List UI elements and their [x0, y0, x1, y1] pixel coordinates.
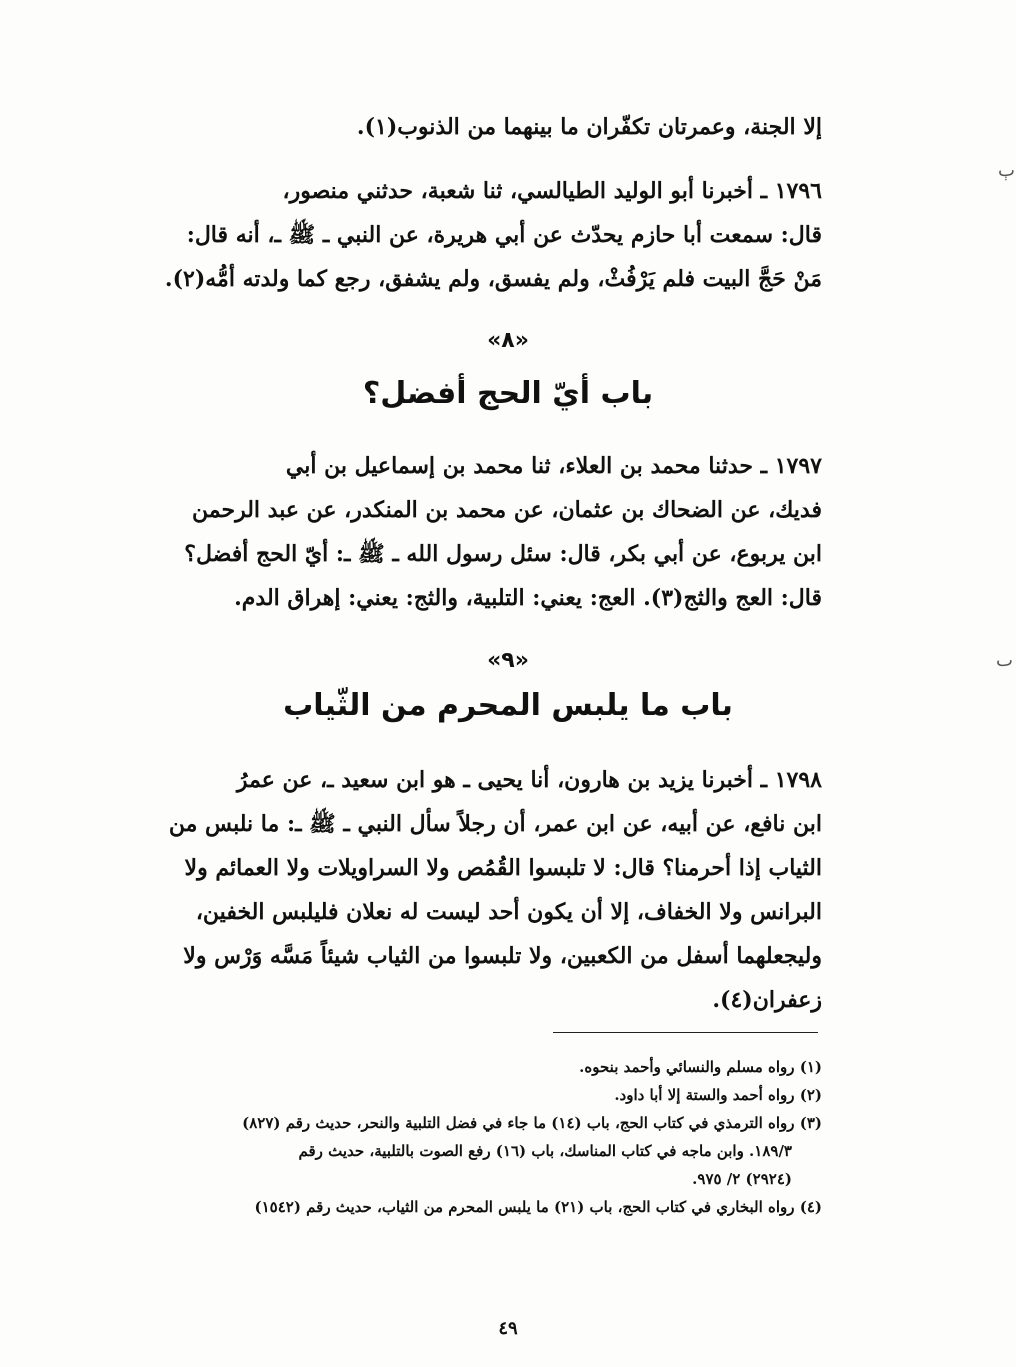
footnote: ١٨٩/٣. وابن ماجه في كتاب المناسك، باب (١٦) رفع الصوت بالتلبية، حديث رقم — [298, 1142, 792, 1160]
text-line: الثياب إذا أحرمنا؟ قال: لا تلبسوا القُمُص ولا السراويلات ولا العمائم ولا — [184, 855, 822, 881]
page-number: ٤٩ — [498, 1318, 518, 1339]
footnote: (٤) رواه البخاري في كتاب الحج، باب (٢١) ما يلبس المحرم من الثياب، حديث رقم (١٥٤٢) — [254, 1198, 822, 1216]
text-line: وليجعلهما أسفل من الكعبين، ولا تلبسوا من الثياب شيئاً مَسَّه وَرْس ولا — [183, 943, 822, 969]
scan-mark-icon: ٮ — [996, 650, 1013, 671]
text-line: البرانس ولا الخفاف، إلا أن يكون أحد ليست له نعلان فليلبس الخفين، — [195, 899, 822, 925]
section-title: باب أيّ الحج أفضل؟ — [362, 376, 654, 411]
footnotes — [128, 1053, 822, 1221]
hadith-1798 — [128, 758, 822, 1022]
text-line: قال: سمعت أبا حازم يحدّث عن أبي هريرة، عن النبي ـ ﷺ ـ، أنه قال: — [186, 222, 822, 248]
footnote: (٣) رواه الترمذي في كتاب الحج، باب (١٤) ما جاء في فضل التلبية والنحر، حديث رقم (٨٢٧) — [242, 1114, 822, 1132]
text-line: إلا الجنة، وعمرتان تكفّران ما بينهما من الذنوب(١). — [356, 114, 822, 140]
hadith-1796 — [128, 105, 822, 301]
scan-mark-icon: ٻ — [998, 160, 1015, 181]
footnote: (٢) رواه أحمد والستة إلا أبا داود. — [614, 1086, 822, 1104]
section-number: «٨» — [487, 328, 529, 353]
section-title: باب ما يلبس المحرم من الثّياب — [283, 688, 733, 723]
hadith-1797 — [128, 444, 822, 620]
text-line: ١٧٩٧ ـ حدثنا محمد بن العلاء، ثنا محمد بن إسماعيل بن أبي — [285, 453, 822, 479]
text-line: ١٧٩٦ ـ أخبرنا أبو الوليد الطيالسي، ثنا شعبة، حدثني منصور، — [282, 178, 822, 204]
text-line: ابن نافع، عن أبيه، عن ابن عمر، أن رجلاً سأل النبي ـ ﷺ ـ: ما نلبس من — [168, 811, 822, 837]
footnote: (٢٩٢٤) ٢/ ٩٧٥. — [692, 1170, 792, 1188]
text-line: ١٧٩٨ ـ أخبرنا يزيد بن هارون، أنا يحيى ـ هو ابن سعيد ـ، عن عمرُ — [236, 767, 822, 793]
text-line: زعفران(٤). — [712, 987, 822, 1013]
text-line: قال: العج والثج(٣). العج: يعني: التلبية، والثج: يعني: إهراق الدم. — [234, 585, 822, 611]
footnote: (١) رواه مسلم والنسائي وأحمد بنحوه. — [579, 1058, 822, 1076]
text-line: فديك، عن الضحاك بن عثمان، عن محمد بن المنكدر، عن عبد الرحمن — [192, 497, 822, 523]
text-line: مَنْ حَجَّ البيت فلم يَرْفُثْ، ولم يفسق، ولم يشفق، رجع كما ولدته أمُّه(٢). — [164, 266, 822, 292]
text-line: ابن يربوع، عن أبي بكر، قال: سئل رسول الله ـ ﷺ ـ: أيّ الحج أفضل؟ — [184, 541, 822, 567]
footnote-separator — [553, 1032, 818, 1033]
section-number: «٩» — [487, 648, 529, 673]
